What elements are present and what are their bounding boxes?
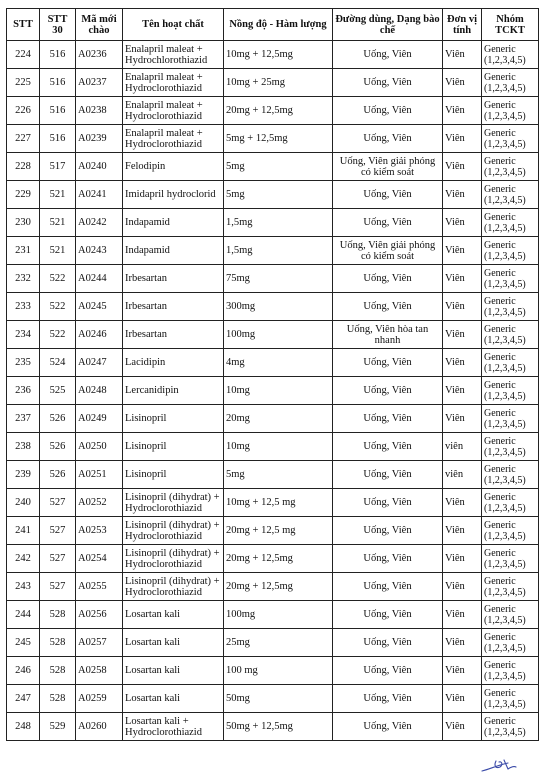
cell-ten-hoat-chat: Indapamid — [123, 209, 224, 237]
cell-don-vi-tinh: Viên — [443, 405, 482, 433]
cell-ma-moi: A0247 — [76, 349, 123, 377]
cell-stt: 233 — [7, 293, 40, 321]
cell-duong-dung: Uống, Viên — [333, 601, 443, 629]
cell-don-vi-tinh: Viên — [443, 125, 482, 153]
cell-duong-dung: Uống, Viên — [333, 405, 443, 433]
cell-stt: 228 — [7, 153, 40, 181]
cell-ten-hoat-chat: Enalapril maleat + Hydrochlorothiazid — [123, 41, 224, 69]
cell-ma-moi: A0252 — [76, 489, 123, 517]
cell-stt: 231 — [7, 237, 40, 265]
cell-duong-dung: Uống, Viên — [333, 713, 443, 741]
cell-ma-moi: A0249 — [76, 405, 123, 433]
cell-stt30: 526 — [40, 405, 76, 433]
cell-nong-do: 20mg + 12,5mg — [224, 545, 333, 573]
cell-duong-dung: Uống, Viên — [333, 433, 443, 461]
cell-ten-hoat-chat: Imidapril hydroclorid — [123, 181, 224, 209]
cell-ma-moi: A0240 — [76, 153, 123, 181]
cell-nong-do: 10mg + 12,5 mg — [224, 489, 333, 517]
cell-nong-do: 4mg — [224, 349, 333, 377]
cell-duong-dung: Uống, Viên — [333, 461, 443, 489]
cell-duong-dung: Uống, Viên — [333, 657, 443, 685]
cell-stt30: 527 — [40, 545, 76, 573]
cell-ten-hoat-chat: Losartan kali — [123, 685, 224, 713]
cell-nong-do: 1,5mg — [224, 209, 333, 237]
table-row — [7, 489, 539, 517]
cell-don-vi-tinh: Viên — [443, 573, 482, 601]
cell-ten-hoat-chat: Indapamid — [123, 237, 224, 265]
cell-stt: 232 — [7, 265, 40, 293]
cell-nhom: Generic (1,2,3,4,5) — [482, 685, 539, 713]
cell-don-vi-tinh: Viên — [443, 69, 482, 97]
cell-ma-moi: A0253 — [76, 517, 123, 545]
cell-stt: 236 — [7, 377, 40, 405]
cell-stt30: 527 — [40, 573, 76, 601]
cell-nong-do: 5mg — [224, 461, 333, 489]
cell-duong-dung: Uống, Viên — [333, 41, 443, 69]
cell-ten-hoat-chat: Losartan kali — [123, 657, 224, 685]
cell-ma-moi: A0257 — [76, 629, 123, 657]
cell-ma-moi: A0250 — [76, 433, 123, 461]
cell-stt30: 522 — [40, 265, 76, 293]
cell-don-vi-tinh: Viên — [443, 321, 482, 349]
cell-nhom: Generic (1,2,3,4,5) — [482, 377, 539, 405]
cell-ma-moi: A0246 — [76, 321, 123, 349]
table-row — [7, 573, 539, 601]
cell-ten-hoat-chat: Lisinopril — [123, 461, 224, 489]
cell-stt: 240 — [7, 489, 40, 517]
cell-don-vi-tinh: Viên — [443, 545, 482, 573]
table-row — [7, 545, 539, 573]
cell-stt30: 521 — [40, 209, 76, 237]
cell-ten-hoat-chat: Irbesartan — [123, 321, 224, 349]
cell-duong-dung: Uống, Viên hòa tan nhanh — [333, 321, 443, 349]
header-ma-moi: Mã mới chào — [76, 9, 123, 41]
cell-stt30: 528 — [40, 601, 76, 629]
cell-stt: 246 — [7, 657, 40, 685]
cell-stt: 244 — [7, 601, 40, 629]
cell-stt30: 527 — [40, 517, 76, 545]
cell-don-vi-tinh: Viên — [443, 349, 482, 377]
cell-ma-moi: A0260 — [76, 713, 123, 741]
cell-nhom: Generic (1,2,3,4,5) — [482, 181, 539, 209]
table-row — [7, 713, 539, 741]
table-row — [7, 237, 539, 265]
cell-stt: 248 — [7, 713, 40, 741]
cell-duong-dung: Uống, Viên — [333, 97, 443, 125]
cell-nhom: Generic (1,2,3,4,5) — [482, 545, 539, 573]
cell-ten-hoat-chat: Lisinopril — [123, 405, 224, 433]
cell-ma-moi: A0243 — [76, 237, 123, 265]
cell-duong-dung: Uống, Viên — [333, 209, 443, 237]
cell-duong-dung: Uống, Viên giải phóng có kiểm soát — [333, 237, 443, 265]
cell-ma-moi: A0259 — [76, 685, 123, 713]
document-page — [6, 8, 538, 741]
cell-don-vi-tinh: Viên — [443, 657, 482, 685]
cell-ten-hoat-chat: Losartan kali — [123, 601, 224, 629]
cell-nhom: Generic (1,2,3,4,5) — [482, 209, 539, 237]
table-row — [7, 377, 539, 405]
cell-nong-do: 1,5mg — [224, 237, 333, 265]
cell-nong-do: 50mg + 12,5mg — [224, 713, 333, 741]
cell-stt: 238 — [7, 433, 40, 461]
cell-ten-hoat-chat: Lercanidipin — [123, 377, 224, 405]
table-row — [7, 69, 539, 97]
cell-ten-hoat-chat: Losartan kali — [123, 629, 224, 657]
cell-nhom: Generic (1,2,3,4,5) — [482, 125, 539, 153]
table-row — [7, 657, 539, 685]
cell-ten-hoat-chat: Enalapril maleat + Hydroclorothiazid — [123, 97, 224, 125]
cell-don-vi-tinh: Viên — [443, 629, 482, 657]
cell-ma-moi: A0239 — [76, 125, 123, 153]
cell-stt30: 521 — [40, 237, 76, 265]
cell-don-vi-tinh: Viên — [443, 265, 482, 293]
cell-duong-dung: Uống, Viên — [333, 517, 443, 545]
cell-nong-do: 20mg + 12,5mg — [224, 573, 333, 601]
table-row — [7, 685, 539, 713]
cell-duong-dung: Uống, Viên — [333, 265, 443, 293]
cell-ma-moi: A0254 — [76, 545, 123, 573]
cell-ma-moi: A0242 — [76, 209, 123, 237]
cell-ma-moi: A0244 — [76, 265, 123, 293]
cell-ma-moi: A0237 — [76, 69, 123, 97]
cell-nhom: Generic (1,2,3,4,5) — [482, 293, 539, 321]
cell-nhom: Generic (1,2,3,4,5) — [482, 153, 539, 181]
cell-ma-moi: A0251 — [76, 461, 123, 489]
cell-don-vi-tinh: Viên — [443, 489, 482, 517]
cell-stt30: 526 — [40, 461, 76, 489]
cell-stt30: 529 — [40, 713, 76, 741]
cell-ten-hoat-chat: Lisinopril — [123, 433, 224, 461]
cell-stt30: 516 — [40, 69, 76, 97]
table-row — [7, 41, 539, 69]
table-row — [7, 209, 539, 237]
cell-duong-dung: Uống, Viên — [333, 125, 443, 153]
cell-stt30: 524 — [40, 349, 76, 377]
cell-nhom: Generic (1,2,3,4,5) — [482, 433, 539, 461]
cell-nhom: Generic (1,2,3,4,5) — [482, 573, 539, 601]
cell-stt: 225 — [7, 69, 40, 97]
cell-nhom: Generic (1,2,3,4,5) — [482, 601, 539, 629]
cell-stt30: 525 — [40, 377, 76, 405]
cell-duong-dung: Uống, Viên — [333, 181, 443, 209]
cell-nhom: Generic (1,2,3,4,5) — [482, 69, 539, 97]
cell-ten-hoat-chat: Lisinopril (dihydrat) + Hydroclorothiazid — [123, 517, 224, 545]
cell-ten-hoat-chat: Lisinopril (dihydrat) + Hydroclorothiazid — [123, 545, 224, 573]
table-row — [7, 97, 539, 125]
cell-nhom: Generic (1,2,3,4,5) — [482, 405, 539, 433]
table-row — [7, 321, 539, 349]
cell-don-vi-tinh: Viên — [443, 97, 482, 125]
table-row — [7, 293, 539, 321]
table-row — [7, 349, 539, 377]
cell-don-vi-tinh: viên — [443, 461, 482, 489]
table-row — [7, 601, 539, 629]
cell-ten-hoat-chat: Losartan kali + Hydroclorothiazid — [123, 713, 224, 741]
table-row — [7, 153, 539, 181]
cell-nong-do: 10mg + 12,5mg — [224, 41, 333, 69]
cell-nong-do: 100 mg — [224, 657, 333, 685]
cell-don-vi-tinh: viên — [443, 433, 482, 461]
drug-table — [6, 8, 539, 741]
cell-stt30: 522 — [40, 293, 76, 321]
cell-nong-do: 5mg + 12,5mg — [224, 125, 333, 153]
cell-stt30: 522 — [40, 321, 76, 349]
cell-nong-do: 5mg — [224, 181, 333, 209]
cell-ma-moi: A0258 — [76, 657, 123, 685]
cell-stt: 235 — [7, 349, 40, 377]
table-row — [7, 629, 539, 657]
cell-nong-do: 10mg + 25mg — [224, 69, 333, 97]
header-ten-hoat-chat: Tên hoạt chất — [123, 9, 224, 41]
cell-nhom: Generic (1,2,3,4,5) — [482, 97, 539, 125]
cell-don-vi-tinh: Viên — [443, 181, 482, 209]
cell-duong-dung: Uống, Viên — [333, 69, 443, 97]
cell-nhom: Generic (1,2,3,4,5) — [482, 321, 539, 349]
cell-stt30: 516 — [40, 41, 76, 69]
cell-don-vi-tinh: Viên — [443, 601, 482, 629]
cell-stt: 242 — [7, 545, 40, 573]
cell-stt30: 527 — [40, 489, 76, 517]
header-don-vi-tinh: Đơn vị tính — [443, 9, 482, 41]
cell-nong-do: 100mg — [224, 321, 333, 349]
cell-don-vi-tinh: Viên — [443, 685, 482, 713]
cell-ma-moi: A0255 — [76, 573, 123, 601]
cell-stt30: 528 — [40, 629, 76, 657]
cell-nong-do: 20mg + 12,5 mg — [224, 517, 333, 545]
cell-nong-do: 20mg + 12,5mg — [224, 97, 333, 125]
table-row — [7, 461, 539, 489]
cell-stt: 241 — [7, 517, 40, 545]
cell-stt: 247 — [7, 685, 40, 713]
cell-stt: 230 — [7, 209, 40, 237]
cell-don-vi-tinh: Viên — [443, 713, 482, 741]
cell-stt30: 521 — [40, 181, 76, 209]
cell-duong-dung: Uống, Viên — [333, 685, 443, 713]
cell-don-vi-tinh: Viên — [443, 377, 482, 405]
cell-don-vi-tinh: Viên — [443, 209, 482, 237]
table-row — [7, 517, 539, 545]
cell-ten-hoat-chat: Lisinopril (dihydrat) + Hydroclorothiazid — [123, 489, 224, 517]
table-row — [7, 265, 539, 293]
header-nhom: Nhóm TCKT — [482, 9, 539, 41]
cell-ten-hoat-chat: Lisinopril (dihydrat) + Hydroclorothiazid — [123, 573, 224, 601]
cell-don-vi-tinh: Viên — [443, 41, 482, 69]
cell-nhom: Generic (1,2,3,4,5) — [482, 713, 539, 741]
cell-nhom: Generic (1,2,3,4,5) — [482, 489, 539, 517]
cell-duong-dung: Uống, Viên — [333, 629, 443, 657]
cell-nong-do: 10mg — [224, 377, 333, 405]
cell-stt30: 526 — [40, 433, 76, 461]
cell-duong-dung: Uống, Viên — [333, 293, 443, 321]
cell-duong-dung: Uống, Viên — [333, 377, 443, 405]
cell-stt: 229 — [7, 181, 40, 209]
cell-ten-hoat-chat: Enalapril maleat + Hydroclorothiazid — [123, 69, 224, 97]
cell-nong-do: 50mg — [224, 685, 333, 713]
cell-nhom: Generic (1,2,3,4,5) — [482, 461, 539, 489]
cell-don-vi-tinh: Viên — [443, 153, 482, 181]
cell-ten-hoat-chat: Enalapril maleat + Hydroclorothiazid — [123, 125, 224, 153]
cell-nong-do: 75mg — [224, 265, 333, 293]
cell-don-vi-tinh: Viên — [443, 293, 482, 321]
cell-ma-moi: A0245 — [76, 293, 123, 321]
cell-nong-do: 5mg — [224, 153, 333, 181]
cell-nhom: Generic (1,2,3,4,5) — [482, 657, 539, 685]
table-row — [7, 181, 539, 209]
cell-stt30: 528 — [40, 685, 76, 713]
cell-stt: 237 — [7, 405, 40, 433]
cell-duong-dung: Uống, Viên — [333, 349, 443, 377]
cell-nong-do: 10mg — [224, 433, 333, 461]
cell-stt30: 517 — [40, 153, 76, 181]
cell-stt: 224 — [7, 41, 40, 69]
table-row — [7, 125, 539, 153]
header-stt30: STT 30 — [40, 9, 76, 41]
cell-nhom: Generic (1,2,3,4,5) — [482, 265, 539, 293]
header-duong-dung: Đường dùng, Dạng bào chế — [333, 9, 443, 41]
cell-ma-moi: A0238 — [76, 97, 123, 125]
cell-ten-hoat-chat: Lacidipin — [123, 349, 224, 377]
cell-stt: 227 — [7, 125, 40, 153]
cell-nong-do: 300mg — [224, 293, 333, 321]
cell-ma-moi: A0236 — [76, 41, 123, 69]
table-row — [7, 405, 539, 433]
cell-stt30: 516 — [40, 125, 76, 153]
cell-stt: 234 — [7, 321, 40, 349]
cell-ma-moi: A0256 — [76, 601, 123, 629]
cell-ma-moi: A0241 — [76, 181, 123, 209]
table-body — [7, 41, 539, 741]
cell-duong-dung: Uống, Viên — [333, 545, 443, 573]
cell-nhom: Generic (1,2,3,4,5) — [482, 237, 539, 265]
cell-ma-moi: A0248 — [76, 377, 123, 405]
cell-nong-do: 20mg — [224, 405, 333, 433]
cell-nhom: Generic (1,2,3,4,5) — [482, 629, 539, 657]
cell-nhom: Generic (1,2,3,4,5) — [482, 41, 539, 69]
cell-nhom: Generic (1,2,3,4,5) — [482, 349, 539, 377]
cell-stt: 243 — [7, 573, 40, 601]
cell-stt: 226 — [7, 97, 40, 125]
initials-mark — [478, 757, 518, 775]
cell-nong-do: 25mg — [224, 629, 333, 657]
table-header-row — [7, 9, 539, 41]
cell-stt30: 516 — [40, 97, 76, 125]
cell-nong-do: 100mg — [224, 601, 333, 629]
cell-stt: 245 — [7, 629, 40, 657]
cell-don-vi-tinh: Viên — [443, 237, 482, 265]
cell-stt: 239 — [7, 461, 40, 489]
header-stt: STT — [7, 9, 40, 41]
cell-don-vi-tinh: Viên — [443, 517, 482, 545]
cell-ten-hoat-chat: Felodipin — [123, 153, 224, 181]
cell-stt30: 528 — [40, 657, 76, 685]
cell-duong-dung: Uống, Viên — [333, 573, 443, 601]
cell-duong-dung: Uống, Viên — [333, 489, 443, 517]
cell-ten-hoat-chat: Irbesartan — [123, 265, 224, 293]
table-row — [7, 433, 539, 461]
header-nong-do: Nồng độ - Hàm lượng — [224, 9, 333, 41]
cell-nhom: Generic (1,2,3,4,5) — [482, 517, 539, 545]
cell-duong-dung: Uống, Viên giải phóng có kiểm soát — [333, 153, 443, 181]
cell-ten-hoat-chat: Irbesartan — [123, 293, 224, 321]
